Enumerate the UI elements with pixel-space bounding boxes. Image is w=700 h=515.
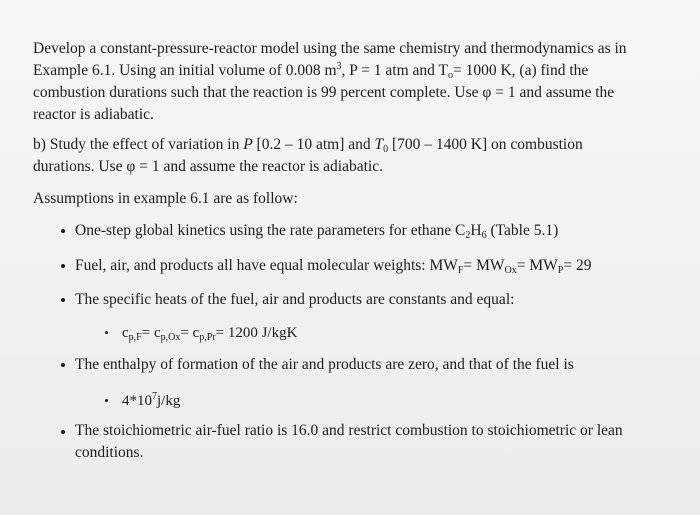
part-b-paragraph xyxy=(33,134,673,178)
assumption-5-line-2: conditions. xyxy=(75,444,144,461)
part-b-temperature-subscript: 0 xyxy=(383,144,389,155)
assumption-2-text-a: Fuel, air, and products all have equal molecular weights: MW xyxy=(75,257,458,274)
part-b-line-1e: [700 – 1400 K] on combustion xyxy=(388,136,583,153)
sub-1-text-b: = c xyxy=(141,325,161,341)
sub-bullet-dot-2 xyxy=(105,399,108,402)
assumption-5-line-1: The stoichiometric air-fuel ratio is 16.0 and restrict combustion to stoichiometric or lean xyxy=(75,422,623,439)
assumption-item-molecular-weights xyxy=(75,255,675,277)
intro-line-2b: , P = 1 atm and T xyxy=(341,62,448,79)
assumption-2-text-b: = MW xyxy=(463,257,505,274)
assumption-1-sub-2: 6 xyxy=(481,230,487,241)
bullet-dot-2 xyxy=(61,264,65,268)
assumption-2-text-d: = 29 xyxy=(563,257,592,274)
part-b-line-1a: b) Study the effect of variation in xyxy=(33,136,244,153)
part-b-line-2: durations. Use φ = 1 and assume the reactor is adiabatic. xyxy=(33,158,383,175)
sub-1-sub-3: p,Pr xyxy=(199,332,216,343)
intro-line-2-superscript: 3 xyxy=(336,61,342,72)
intro-line-2c: = 1000 K, (a) find the xyxy=(452,62,589,79)
assumption-1-sub-1: 2 xyxy=(465,230,471,241)
sub-2-text-a: 4*10 xyxy=(122,393,152,409)
assumption-1-text-c: (Table 5.1) xyxy=(486,222,559,239)
assumption-2-sub-1: F xyxy=(457,265,464,276)
assumption-1-text-a: One-step global kinetics using the rate parameters for ethane C xyxy=(75,222,466,239)
part-b-line-1c: [0.2 – 10 atm] and xyxy=(252,136,375,153)
bullet-dot-3 xyxy=(61,298,65,302)
assumption-item-kinetics xyxy=(75,220,675,242)
sub-1-sub-1: p,F xyxy=(128,332,142,343)
sub-2-text-b: j/kg xyxy=(157,393,181,409)
assumption-2-sub-2: Ox xyxy=(504,265,517,276)
assumption-item-specific-heats: The specific heats of the fuel, air and products are constants and equal: xyxy=(75,291,515,308)
sub-1-text-d: = 1200 J/kgK xyxy=(215,325,298,341)
assumptions-heading: Assumptions in example 6.1 are as follow: xyxy=(33,190,298,207)
problem-intro-paragraph xyxy=(33,38,673,126)
sub-item-specific-heat-values xyxy=(122,322,622,344)
assumption-item-stoichiometric xyxy=(75,420,675,464)
assumption-2-sub-3: P xyxy=(557,265,564,276)
part-b-pressure-symbol: P xyxy=(243,136,253,153)
intro-line-2-subscript: o xyxy=(447,70,453,81)
bullet-dot-1 xyxy=(61,229,65,233)
intro-line-2a: Example 6.1. Using an initial volume of 0.008 m xyxy=(33,62,337,79)
sub-item-fuel-enthalpy xyxy=(122,390,622,412)
assumption-2-text-c: = MW xyxy=(516,257,558,274)
assumption-1-text-b: H xyxy=(470,222,482,239)
bullet-dot-4 xyxy=(61,363,65,367)
intro-line-4: reactor is adiabatic. xyxy=(33,106,154,123)
bullet-dot-5 xyxy=(61,430,65,434)
sub-bullet-dot-1 xyxy=(105,331,108,334)
sub-1-sub-2: p,Ox xyxy=(160,332,181,343)
intro-line-1: Develop a constant-pressure-reactor model using the same chemistry and thermodynamics as in xyxy=(33,40,627,57)
sub-1-text-a: c xyxy=(122,325,129,341)
intro-line-3: combustion durations such that the reaction is 99 percent complete. Use φ = 1 and assume the xyxy=(33,84,615,101)
sub-2-superscript: 7 xyxy=(152,391,157,402)
assumption-item-enthalpy: The enthalpy of formation of the air and products are zero, and that of the fuel is xyxy=(75,356,574,373)
sub-1-text-c: = c xyxy=(180,325,200,341)
part-b-temperature-symbol: T xyxy=(374,136,384,153)
